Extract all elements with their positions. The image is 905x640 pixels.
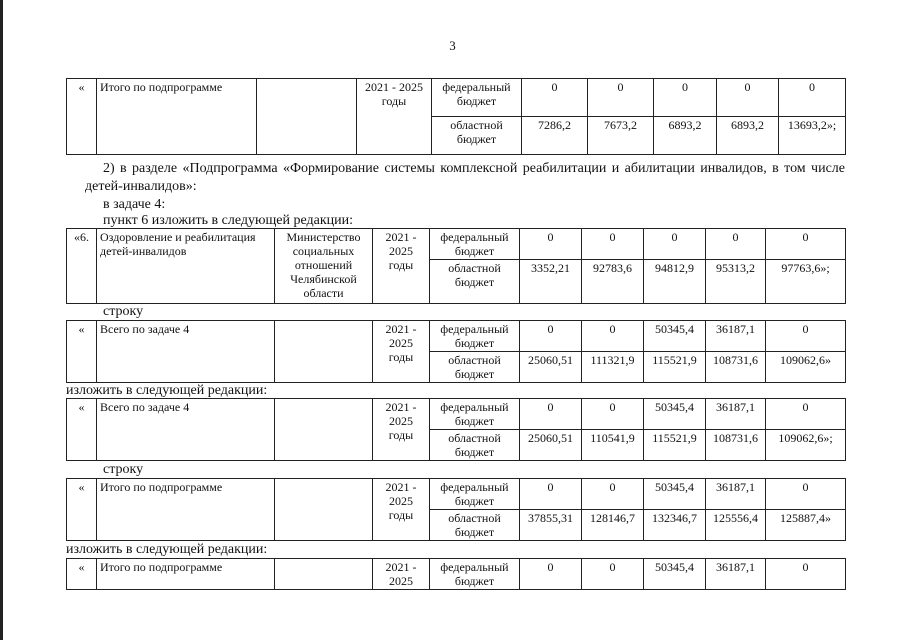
budget-label-cell: областной бюджет <box>430 352 520 383</box>
section-intro-paragraph: 2) в разделе «Подпрограмма «Формирование системы комплексной реабилитации и абилитации инвалидов, в том числе детей-инвалидов»: <box>85 161 845 194</box>
value-cell: 110541,9 <box>582 430 644 461</box>
value-cell: 0 <box>706 229 766 260</box>
name-cell: Оздоровление и реабилитация детей-инвалидов <box>97 229 275 304</box>
quote-cell: « <box>67 321 97 383</box>
value-cell: 0 <box>582 399 644 430</box>
budget-label-cell: областной бюджет <box>432 117 522 155</box>
years-cell: 2021 - 2025 годы <box>373 321 430 383</box>
value-cell: 6893,2 <box>654 117 717 155</box>
izlozhit-line: изложить в следующей редакции: <box>66 383 268 398</box>
table-row <box>67 559 846 590</box>
budget-label-cell: федеральный бюджет <box>430 479 520 510</box>
task-line: в задаче 4: <box>103 197 166 212</box>
table-subprogram-total-top <box>66 78 846 155</box>
value-cell: 50345,4 <box>644 559 706 590</box>
name-cell: Всего по задаче 4 <box>97 321 275 383</box>
years-cell: 2021 - 2025 годы <box>373 399 430 461</box>
budget-label-cell: областной бюджет <box>430 260 520 304</box>
table-task4-total-new <box>66 398 846 461</box>
quote-cell: « <box>67 479 97 541</box>
value-cell: 0 <box>582 559 644 590</box>
value-cell: 36187,1 <box>706 479 766 510</box>
value-cell: 0 <box>766 479 846 510</box>
value-cell: 108731,6 <box>706 352 766 383</box>
name-cell: Всего по задаче 4 <box>97 399 275 461</box>
value-cell: 50345,4 <box>644 321 706 352</box>
name-cell: Итого по подпрограмме <box>97 479 275 541</box>
value-cell: 115521,9 <box>644 352 706 383</box>
value-cell: 0 <box>588 79 654 117</box>
value-cell: 94812,9 <box>644 260 706 304</box>
value-cell: 0 <box>582 321 644 352</box>
value-cell: 36187,1 <box>706 321 766 352</box>
executor-cell <box>275 559 373 590</box>
executor-cell: Министерство социальных отношений Челябинской области <box>275 229 373 304</box>
value-cell: 132346,7 <box>644 510 706 541</box>
value-cell: 109062,6»; <box>766 430 846 461</box>
value-cell: 108731,6 <box>706 430 766 461</box>
value-cell: 36187,1 <box>706 559 766 590</box>
value-cell: 25060,51 <box>520 352 582 383</box>
budget-label-cell: федеральный бюджет <box>430 559 520 590</box>
value-cell: 0 <box>522 79 588 117</box>
budget-label-cell: федеральный бюджет <box>430 321 520 352</box>
value-cell: 115521,9 <box>644 430 706 461</box>
value-cell: 95313,2 <box>706 260 766 304</box>
budget-label-cell: федеральный бюджет <box>432 79 522 117</box>
executor-cell <box>275 321 373 383</box>
value-cell: 0 <box>520 479 582 510</box>
value-cell: 25060,51 <box>520 430 582 461</box>
item-line: пункт 6 изложить в следующей редакции: <box>103 213 353 228</box>
budget-label-cell: федеральный бюджет <box>430 399 520 430</box>
years-cell: 2021 - 2025 <box>373 559 430 590</box>
value-cell: 0 <box>766 229 846 260</box>
value-cell: 0 <box>582 229 644 260</box>
value-cell: 0 <box>520 399 582 430</box>
stroku-line: строку <box>103 462 144 477</box>
value-cell: 7673,2 <box>588 117 654 155</box>
table-row <box>67 79 846 117</box>
value-cell: 97763,6»; <box>766 260 846 304</box>
executor-cell <box>257 79 357 155</box>
value-cell: 0 <box>582 479 644 510</box>
number-cell: «6. <box>67 229 97 304</box>
budget-label-cell: федеральный бюджет <box>430 229 520 260</box>
executor-cell <box>275 479 373 541</box>
table-row <box>67 479 846 510</box>
izlozhit-line: изложить в следующей редакции: <box>66 542 268 557</box>
value-cell: 3352,21 <box>520 260 582 304</box>
value-cell: 6893,2 <box>717 117 779 155</box>
page-left-edge <box>0 0 3 640</box>
value-cell: 50345,4 <box>644 479 706 510</box>
value-cell: 0 <box>766 321 846 352</box>
value-cell: 0 <box>717 79 779 117</box>
value-cell: 13693,2»; <box>779 117 846 155</box>
years-cell: 2021 - 2025 годы <box>373 229 430 304</box>
name-cell: Итого по подпрограмме <box>97 559 275 590</box>
table-row <box>67 229 846 260</box>
budget-label-cell: областной бюджет <box>430 510 520 541</box>
years-cell: 2021 - 2025 годы <box>373 479 430 541</box>
value-cell: 37855,31 <box>520 510 582 541</box>
executor-cell <box>275 399 373 461</box>
value-cell: 125887,4» <box>766 510 846 541</box>
years-cell: 2021 - 2025 годы <box>357 79 432 155</box>
value-cell: 111321,9 <box>582 352 644 383</box>
value-cell: 0 <box>766 399 846 430</box>
page-number: 3 <box>449 38 456 53</box>
value-cell: 0 <box>644 229 706 260</box>
value-cell: 0 <box>654 79 717 117</box>
value-cell: 0 <box>520 229 582 260</box>
table-task4-total-old <box>66 320 846 383</box>
name-cell: Итого по подпрограмме <box>97 79 257 155</box>
value-cell: 0 <box>520 321 582 352</box>
value-cell: 0 <box>520 559 582 590</box>
quote-cell: « <box>67 559 97 590</box>
value-cell: 36187,1 <box>706 399 766 430</box>
table-subprogram-total-old <box>66 478 846 541</box>
quote-cell: « <box>67 79 97 155</box>
stroku-line: строку <box>103 304 144 319</box>
value-cell: 109062,6» <box>766 352 846 383</box>
table-row <box>67 399 846 430</box>
value-cell: 128146,7 <box>582 510 644 541</box>
value-cell: 7286,2 <box>522 117 588 155</box>
value-cell: 50345,4 <box>644 399 706 430</box>
table-subprogram-total-new <box>66 558 846 590</box>
value-cell: 0 <box>779 79 846 117</box>
table-item-6 <box>66 228 846 304</box>
value-cell: 92783,6 <box>582 260 644 304</box>
budget-label-cell: областной бюджет <box>430 430 520 461</box>
value-cell: 0 <box>766 559 846 590</box>
table-row <box>67 321 846 352</box>
value-cell: 125556,4 <box>706 510 766 541</box>
quote-cell: « <box>67 399 97 461</box>
